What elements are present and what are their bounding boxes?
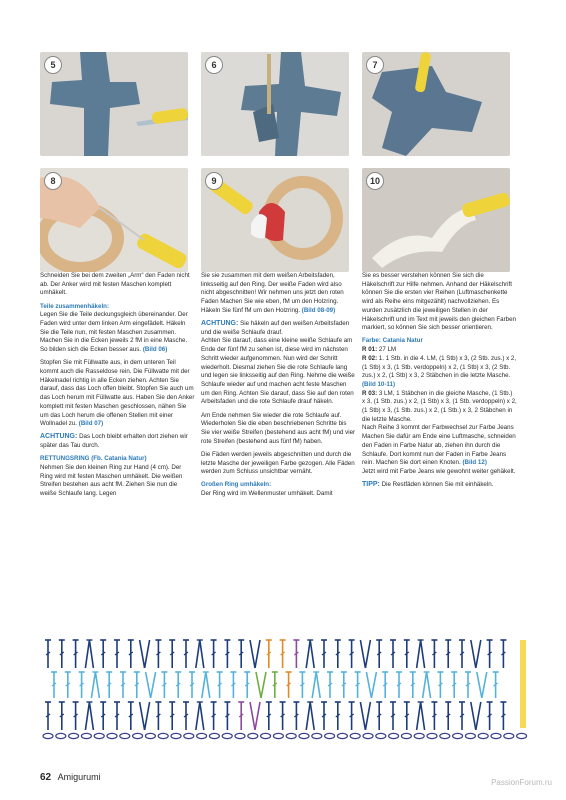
chain-stitch-symbol — [81, 733, 91, 738]
increase-symbol — [261, 672, 266, 698]
decrease-symbol — [206, 672, 210, 698]
decrease-symbol — [95, 672, 99, 698]
row-instruction: R 02: 1. 1 Stb. in die 4. LM, (1 Stb) x 3, (2 Stb. zus.) x 2, (1 Stb) x 3, (1 Stb. verdoppeln) x 2, (1 Stb) x 3, (2 Stb. zus.) x 2, (1 Stb) x 3, 2 Stäbchen in die letzte Masche. (Bild 10-11) — [362, 354, 517, 388]
increase-symbol — [145, 640, 150, 668]
photo-step-8 — [40, 168, 188, 272]
decrease-symbol — [89, 640, 93, 668]
increase-symbol — [371, 672, 376, 698]
chain-stitch-symbol — [43, 733, 53, 738]
paragraph: Nehmen Sie den kleinen Ring zur Hand (4 cm). Der Ring wird mit festen Maschen umhäkelt. Die weißen Streifen bestehen aus acht fM. Ziehen Sie nun die weiße Schlaufe lang. Legen — [40, 464, 183, 498]
increase-symbol — [360, 640, 365, 668]
chain-stitch-symbol — [94, 733, 104, 738]
decrease-symbol — [417, 640, 421, 668]
text-column-1 — [40, 272, 195, 503]
decrease-symbol — [316, 672, 320, 698]
increase-symbol — [145, 702, 150, 730]
decrease-symbol — [91, 672, 95, 698]
paragraph: Der Ring wird im Wellenmuster umhäkelt. Damit — [201, 490, 333, 498]
decrease-symbol — [306, 640, 310, 668]
decrease-symbol — [200, 640, 204, 668]
decrease-symbol — [89, 702, 93, 730]
image-reference: (Bild 08-09) — [301, 306, 336, 314]
section-heading: Teile zusammenhäkeln: — [40, 302, 110, 310]
chain-stitch-symbol — [504, 733, 514, 738]
chain-stitch-symbol — [120, 733, 130, 738]
increase-symbol — [471, 640, 476, 668]
chain-stitch-symbol — [414, 733, 424, 738]
attention-label: ACHTUNG: — [201, 320, 239, 328]
photo-number-badge: 10 — [366, 172, 384, 190]
decrease-symbol — [85, 702, 89, 730]
chain-stitch-symbol — [325, 733, 335, 738]
decrease-symbol — [421, 640, 425, 668]
decrease-symbol — [202, 672, 206, 698]
chain-stitch-symbol — [209, 733, 219, 738]
photo-step-9 — [201, 168, 349, 272]
attention-label: ACHTUNG: — [40, 433, 78, 441]
chain-stitch-symbol — [133, 733, 143, 738]
increase-symbol — [477, 672, 482, 698]
text-column-2 — [201, 272, 356, 503]
chain-stitch-symbol — [184, 733, 194, 738]
text-column-3 — [362, 272, 517, 494]
increase-symbol — [140, 640, 145, 668]
increase-symbol — [146, 672, 151, 698]
paragraph: Legen Sie die Teile deckungsgleich übereinander. Der Faden wird unter dem linken Arm eingefädelt. Häkeln Sie die Teile nun, mit festen Maschen zusammen. Machen Sie in die Ecken jeweils 2 fM in eine Masche. So bilden sich die Ecken besser aus. (Bild 06) — [40, 311, 188, 354]
chain-stitch-symbol — [427, 733, 437, 738]
image-reference: (Bild 06) — [142, 346, 168, 354]
page-footer — [40, 772, 101, 783]
chain-stitch-symbol — [273, 733, 283, 738]
photo-step-7 — [362, 52, 510, 156]
photo-step-10 — [362, 168, 510, 272]
paragraph: Sie es besser verstehen können Sie sich die Häkelschrift zur Hilfe nehmen. Anhand der Häkelschrift können Sie die ersten vier Reihen (Luftmaschenkette wird als Reihe eins mitgezählt) nachvollziehen. Es wurden zusätzlich die jeweiligen Stellen in der Häkelschrift und im Text mit jeweils den gleichen Farben markiert, so können Sie sich besser orientieren. — [362, 272, 516, 332]
increase-symbol — [482, 672, 487, 698]
chain-stitch-symbol — [145, 733, 155, 738]
decrease-symbol — [310, 640, 314, 668]
increase-symbol — [366, 672, 371, 698]
chain-stitch-symbol — [69, 733, 79, 738]
decrease-symbol — [196, 702, 200, 730]
image-reference: (Bild 12) — [462, 459, 487, 467]
increase-symbol — [256, 672, 261, 698]
increase-symbol — [255, 640, 260, 668]
section-heading: Großen Ring umhäkeln: — [201, 481, 272, 489]
chain-stitch-symbol — [286, 733, 296, 738]
section-heading: RETTUNGSRING (Fb. Catania Natur) — [40, 455, 147, 463]
chain-stitch-symbol — [350, 733, 360, 738]
decrease-symbol — [423, 672, 427, 698]
increase-symbol — [471, 702, 476, 730]
chain-stitch-symbol — [363, 733, 373, 738]
chain-stitch-symbol — [107, 733, 117, 738]
chain-stitch-symbol — [56, 733, 66, 738]
image-reference: (Bild 07) — [78, 420, 104, 428]
increase-symbol — [476, 640, 481, 668]
decrease-symbol — [427, 672, 431, 698]
page-number: 62 — [40, 772, 52, 783]
chain-stitch-symbol — [453, 733, 463, 738]
increase-symbol — [365, 640, 370, 668]
increase-symbol — [250, 640, 255, 668]
chain-stitch-symbol — [389, 733, 399, 738]
photo-step-5 — [40, 52, 188, 156]
photo-number-badge: 9 — [205, 172, 223, 190]
tip-note: TIPP: Die Restfäden können Sie mit einhäkeln. — [362, 481, 494, 489]
chain-stitch-symbol — [517, 733, 527, 738]
increase-symbol — [151, 672, 156, 698]
decrease-symbol — [306, 702, 310, 730]
row-instruction: R 01: 27 LM — [362, 346, 397, 354]
chain-stitch-symbol — [235, 733, 245, 738]
decrease-symbol — [200, 702, 204, 730]
chain-stitch-symbol — [337, 733, 347, 738]
increase-symbol — [255, 702, 260, 730]
tip-label: TIPP: — [362, 481, 380, 489]
chain-stitch-symbol — [312, 733, 322, 738]
chain-stitch-symbol — [222, 733, 232, 738]
paragraph: Am Ende nehmen Sie wieder die rote Schlaufe auf. Wiederholen Sie die eben beschriebenen Schritte bis Sie vier weiße Streifen (bestehend aus acht fM) und vier rote Streifen (bestehend aus fünf fM) haben. — [201, 411, 356, 445]
chain-stitch-symbol — [478, 733, 488, 738]
paragraph: Die Fäden werden jeweils abgeschnitten und durch die letzte Masche der jeweiligen Farbe gezogen. Alle Fäden werden zum Schluss unsichtbar vernäht. — [201, 450, 355, 476]
crochet-chart-diagram — [34, 632, 532, 746]
magazine-name: Amigurumi — [57, 772, 101, 782]
paragraph: Schneiden Sie bei dem zweiten „Arm“ den Faden nicht ab. Der Anker wird mit festen Maschen komplett umhäkelt. — [40, 272, 190, 297]
image-reference: (Bild 10-11) — [362, 380, 396, 388]
photo-number-badge: 8 — [44, 172, 62, 190]
chain-stitch-symbol — [261, 733, 271, 738]
paragraph: Nach Reihe 3 kommt der Farbwechsel zur Farbe Jeans — [362, 424, 514, 432]
chain-stitch-symbol — [248, 733, 258, 738]
paragraph: Achten Sie darauf, dass eine kleine weiße Schlaufe am Ende der fünf fM zu sehen ist, diese wird im nächsten Schritt wieder aufgenommen. Nun wird der Schritt wiederholt. Diesmal ziehen Sie die rote Schlaufe lang und legen sie linksseitig auf den Ring. Nehme die weiße Schlaufe wieder auf und machen acht feste Maschen um den Ring. Achten Sie darauf, dass Sie auf den roten Arbeitsfaden und die rote Schlaufe drauf häkeln. — [201, 337, 355, 406]
decrease-symbol — [85, 640, 89, 668]
row-end-marker — [520, 640, 526, 728]
section-heading: Farbe: Catania Natur — [362, 337, 423, 345]
photo-number-badge: 7 — [366, 56, 384, 74]
paragraph: Machen Sie dafür am Ende eine Luftmasche, schneiden den Faden in Farbe Natur ab, ziehen ihn durch die Schlaufe. Dort kommt nun der Faden in Farbe Jeans rein. Machen Sie dort einen Knoten. (Bild 12) — [362, 433, 516, 467]
chain-stitch-symbol — [376, 733, 386, 738]
watermark: PassionForum.ru — [491, 778, 552, 787]
chain-stitch-symbol — [158, 733, 168, 738]
chain-stitch-symbol — [171, 733, 181, 738]
decrease-symbol — [417, 702, 421, 730]
increase-symbol — [360, 702, 365, 730]
paragraph: Jetzt wird mit Farbe Jeans wie gewohnt weiter gehäkelt. — [362, 467, 516, 475]
chain-stitch-symbol — [299, 733, 309, 738]
increase-symbol — [140, 702, 145, 730]
chain-stitch-symbol — [401, 733, 411, 738]
photo-number-badge: 5 — [44, 56, 62, 74]
chain-stitch-symbol — [440, 733, 450, 738]
attention-note: ACHTUNG: Sie häkeln auf den weißen Arbeitsfaden und die weiße Schlaufe drauf. — [201, 320, 350, 336]
paragraph: Sie sie zusammen mit dem weißen Arbeitsfaden, linksseitig auf den Ring. Der weiße Faden wird also nicht abgeschnitten! Wir nehmen uns jetzt den roten Faden Machen Sie wie eben, fM um den Holzring. Häkeln Sie fünf fM um den Holzring. (Bild 08-09) — [201, 272, 344, 314]
increase-symbol — [365, 702, 370, 730]
attention-note: ACHTUNG: Das Loch bleibt erhalten dort ziehen wir später das Tau durch. — [40, 433, 188, 450]
decrease-symbol — [196, 640, 200, 668]
photo-number-badge: 6 — [205, 56, 223, 74]
decrease-symbol — [421, 702, 425, 730]
decrease-symbol — [310, 702, 314, 730]
photo-step-6 — [201, 52, 349, 156]
row-instruction: R 03: 3 LM, 1 Stäbchen in die gleiche Masche, (1 Stb.) x 3, (1 Stb. zus.) x 2, (1 Stb) x 3, (1 Stb. verdoppeln) x 2, (1 Stb) x 3, (1 Stb. zus.) x 2, (1 Stb.) x 3, 2 Stäbchen in die letzte Masche. — [362, 389, 517, 423]
chain-stitch-symbol — [491, 733, 501, 738]
decrease-symbol — [312, 672, 316, 698]
paragraph: Stopfen Sie mit Füllwatte aus, in dem unteren Teil kommt auch die Rasseldose rein. Die Füllwatte mit der Häkelnadel richtig in alle Ecken ziehen. Achten Sie darauf, dass das Loch offen bleibt. Stopfen Sie auch um das Loch herum mit Füllwatte aus. Haben Sie den Anker komplett mit festen Maschen geschlossen, nähen Sie um das Loch herum die offenen Stellen mit einer Wollnadel zu. (Bild 07) — [40, 359, 195, 428]
increase-symbol — [476, 702, 481, 730]
increase-symbol — [250, 702, 255, 730]
chain-stitch-symbol — [465, 733, 475, 738]
chain-stitch-symbol — [197, 733, 207, 738]
